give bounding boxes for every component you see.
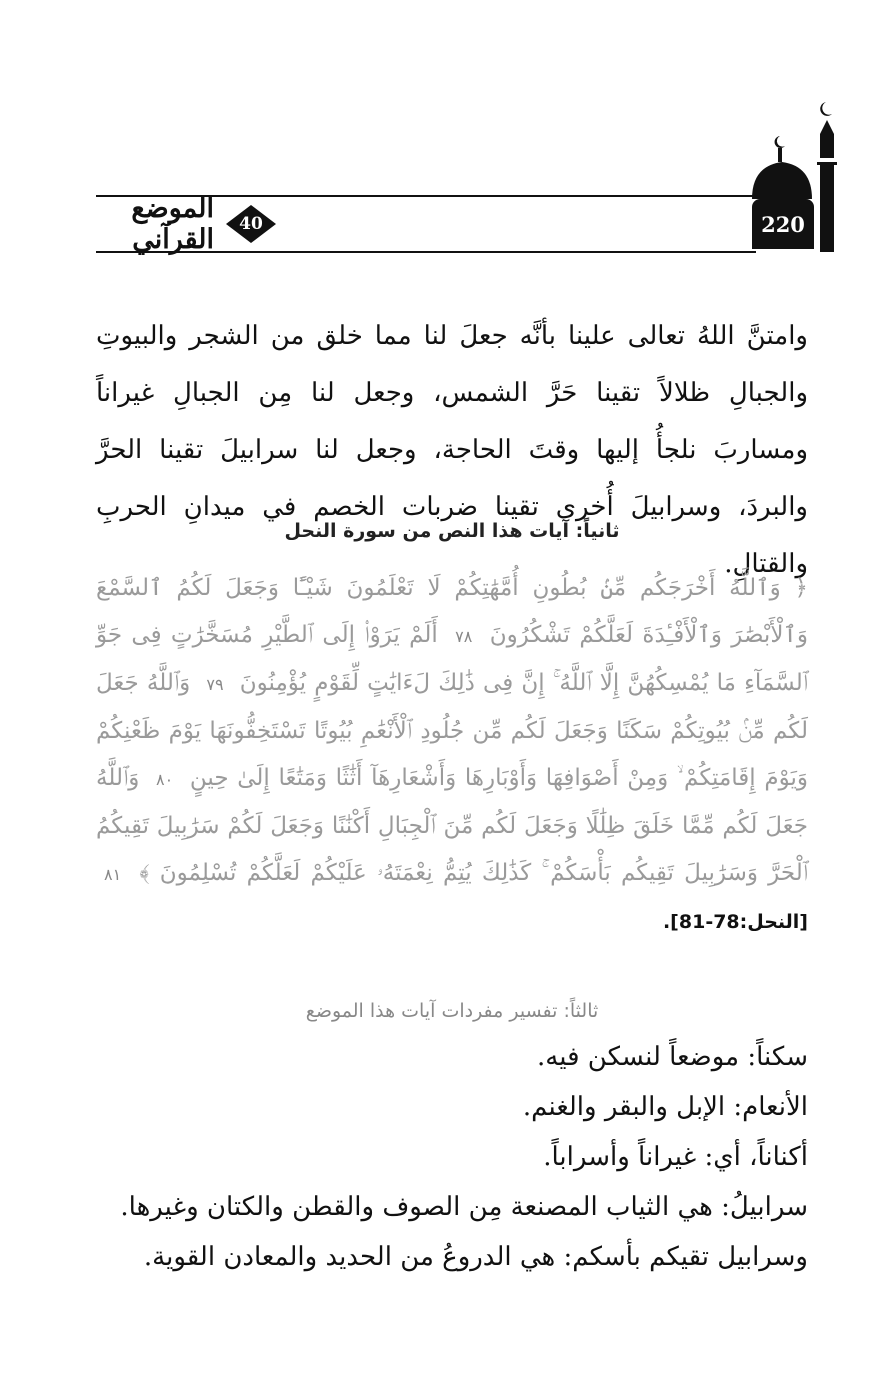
- lesson-number: 40: [239, 214, 263, 234]
- ayah-number: ٧٨: [455, 627, 473, 646]
- verse-citation: [النحل:78-81].: [662, 911, 808, 933]
- definition-item: وسرابيل تقيكم بأسكم: هي الدروعُ من الحديد والمعادن القوية.: [143, 1242, 808, 1272]
- definition-item: سرابيلُ: هي الثياب المصنعة مِن الصوف والقطن والكتان وغيرها.: [120, 1192, 808, 1222]
- definitions-list: [96, 1032, 808, 1282]
- intro-paragraph: وامتنَّ اللهُ تعالى علينا بأنَّه جعلَ لنا مما خلق من الشجر والبيوتِ والجبالِ ظلالاً تقينا حَرَّ الشمس، وجعل لنا مِن الجبالِ غيراناً ومساربَ نلجأُ إليها وقتَ الحاجة، وجعل لنا سرابيلَ تقينا الحرَّ والبردَ، وسرابيلَ أُخرى تقينا ضربات الخصم في ميدانِ الحربِ والقتالِ.: [96, 321, 808, 579]
- verses-heading: ثانياً: آيات هذا النص من سورة النحل: [284, 520, 620, 542]
- definitions-heading: ثالثاً: تفسير مفردات آيات هذا الموضع: [305, 1000, 599, 1022]
- page-number: 220: [752, 199, 814, 249]
- verse-line: وَٱللَّهُ جَعَلَ لَكُم مِّنۢ بُيُوتِكُمْ سَكَنًا وَجَعَلَ لَكُم مِّن جُلُودِ ٱلْأَنْعَٰمِ بُيُوتًا تَسْتَخِفُّونَهَا يَوْمَ ظَعْنِكُمْ وَيَوْمَ إِقَامَتِكُمْ ۙ وَمِنْ أَصْوَافِهَا وَأَوْبَارِهَا وَأَشْعَارِهَآ أَثَٰثًا وَمَتَٰعًا إِلَىٰ حِينٍ: [96, 670, 809, 791]
- verse-line: وَٱلْأَبْصَٰرَ وَٱلْأَفْـِٔدَةَ لَعَلَّكُمْ تَشْكُرُونَ: [489, 622, 809, 648]
- verse-line: وَٱللَّهُ جَعَلَ لَكُم مِّمَّا خَلَقَ ظِلَٰلًا وَجَعَلَ لَكُم مِّنَ ٱلْجِبَالِ أَكْنَٰنًا وَجَعَلَ لَكُمْ سَرَٰبِيلَ تَقِيكُمُ ٱلْحَرَّ وَسَرَٰبِيلَ تَقِيكُم بَأْسَكُمْ ۚ كَذَٰلِكَ يُتِمُّ نِعْمَتَهُۥ عَلَيْكُمْ لَعَلَّكُمْ تُسْلِمُونَ ﴾: [96, 765, 808, 886]
- ayah-number: ٨١: [104, 865, 122, 884]
- brand-logo: الموضع القرآني: [131, 193, 214, 255]
- definition-item: سكناً: موضعاً لنسكن فيه.: [537, 1042, 808, 1072]
- verse-line: أَلَمْ يَرَوْا۟ إِلَى ٱلطَّيْرِ مُسَخَّرَٰتٍ فِى جَوِّ ٱلسَّمَآءِ مَا يُمْسِكُهُنَّ إِلَّا ٱللَّهُ ۚ إِنَّ فِى ذَٰلِكَ لَءَايَٰتٍ لِّقَوْمٍ يُؤْمِنُونَ: [96, 622, 809, 696]
- ayah-number: ٧٩: [206, 675, 224, 694]
- definition-item: الأنعام: الإبل والبقر والغنم.: [522, 1092, 808, 1122]
- verse-line: ﴿ وَٱللَّهُ أَخْرَجَكُم مِّنۢ بُطُونِ أُمَّهَٰتِكُمْ لَا تَعْلَمُونَ شَيْـًٔا وَجَعَلَ لَكُمُ ٱلسَّمْعَ: [96, 575, 808, 601]
- definition-item: أكناناً، أي: غيراناً وأسراباً.: [543, 1142, 808, 1172]
- page-header: [0, 0, 878, 260]
- ayah-number: ٨٠: [156, 770, 174, 789]
- crescent-icon: [820, 102, 832, 116]
- quran-verses: [96, 565, 808, 946]
